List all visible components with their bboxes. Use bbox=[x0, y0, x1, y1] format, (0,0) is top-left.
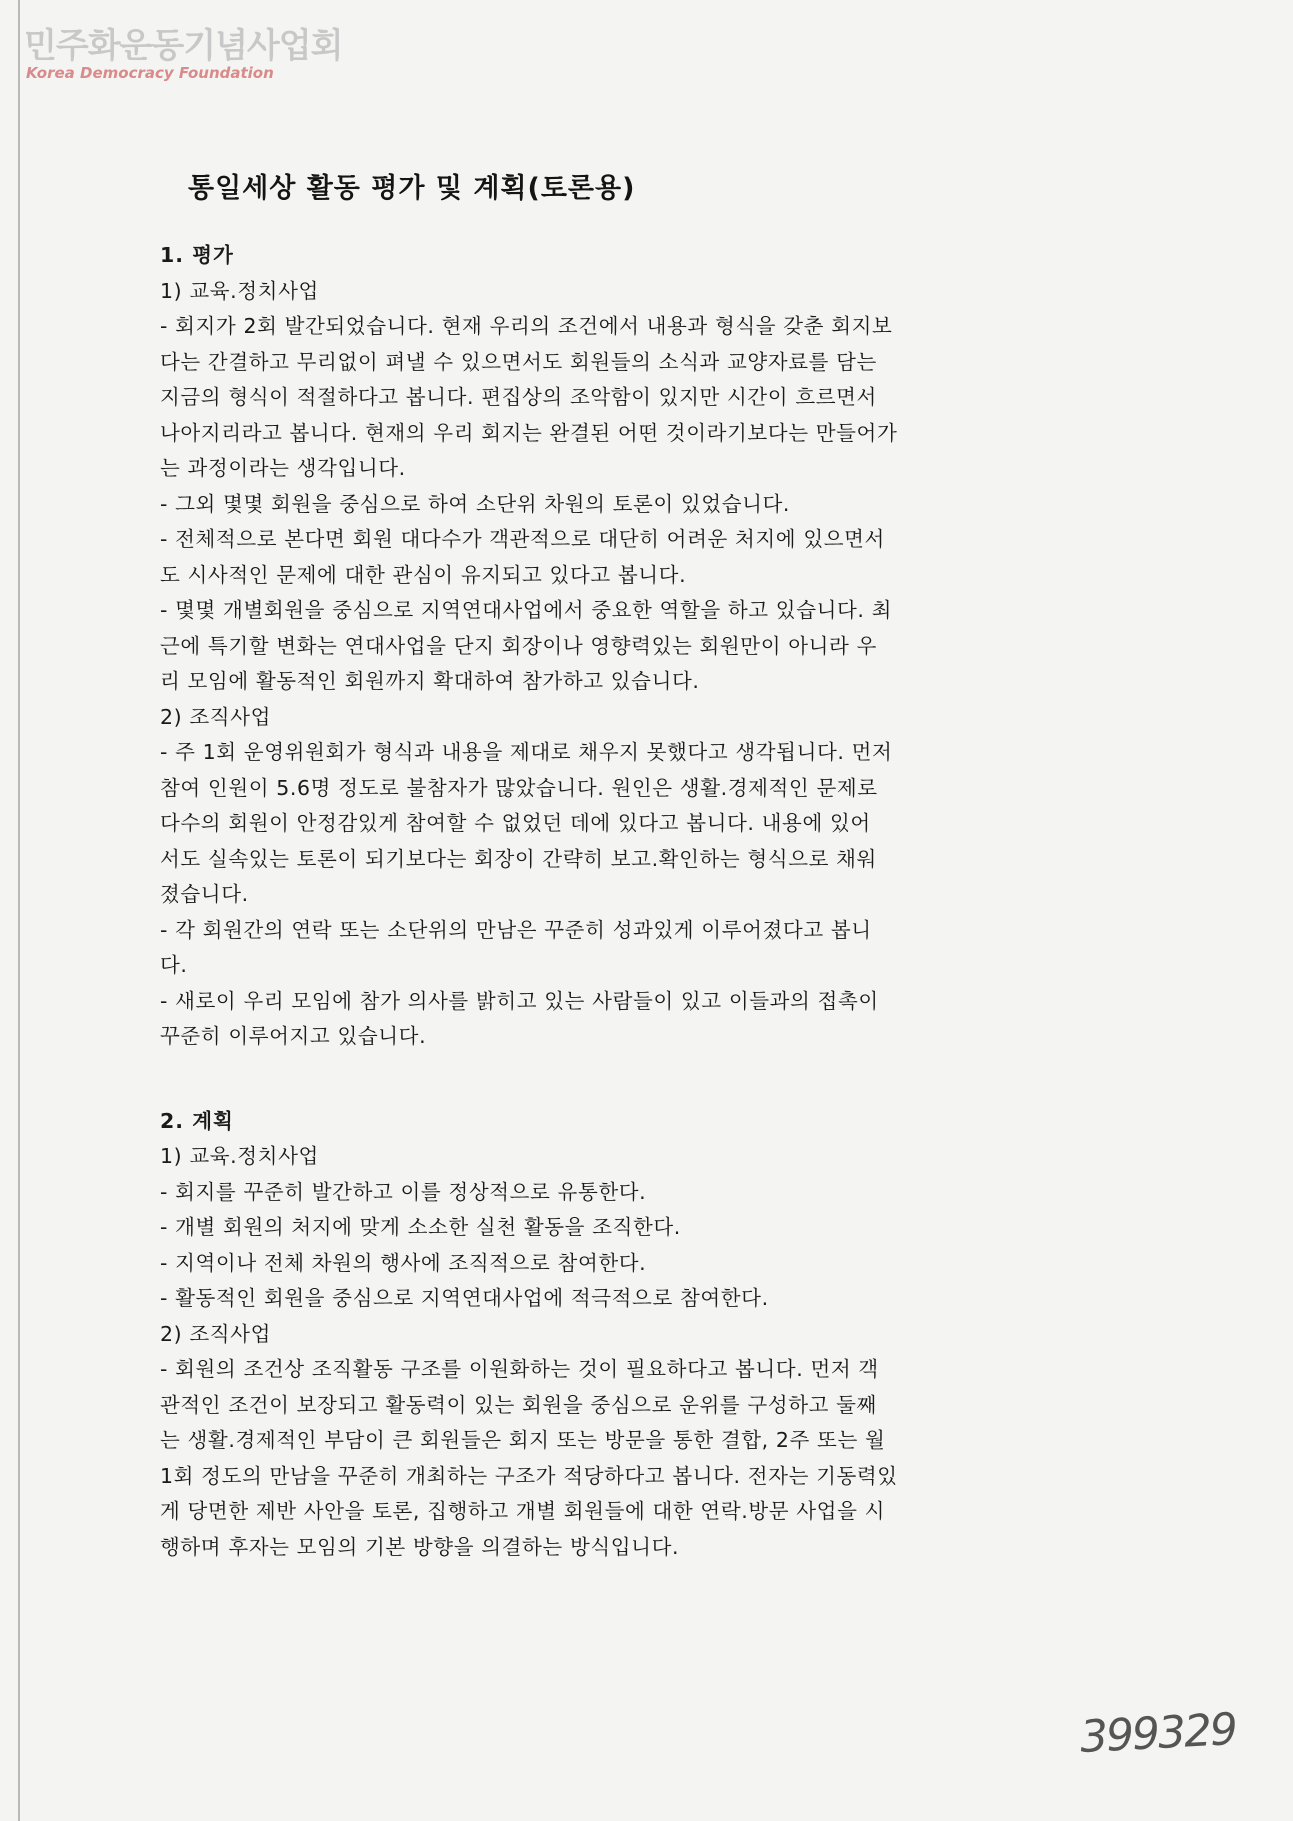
text-line: 꾸준히 이루어지고 있습니다. bbox=[160, 1024, 427, 1048]
text-line: 근에 특기할 변화는 연대사업을 단지 회장이나 영향력있는 회원만이 아니라 우 bbox=[160, 633, 877, 658]
text-line: 지금의 형식이 적절하다고 봅니다. 편집상의 조악함이 있지만 시간이 흐르면서 bbox=[160, 385, 877, 409]
plan-organization-text bbox=[160, 1352, 1090, 1565]
text-line: 졌습니다. bbox=[160, 882, 249, 906]
text-line: - 몇몇 개별회원을 중심으로 지역연대사업에서 중요한 역할을 하고 있습니다. 최 bbox=[160, 598, 893, 622]
text-line: - 전체적으로 본다면 회원 대다수가 객관적으로 대단히 어려운 처지에 있으면서 bbox=[160, 527, 885, 551]
text-line: - 회지를 꾸준히 발간하고 이를 정상적으로 유통한다. bbox=[160, 1179, 647, 1204]
text-line: 다는 간결하고 무리없이 펴낼 수 있으면서도 회원들의 소식과 교양자료를 담는 bbox=[160, 349, 877, 374]
document-title: 통일세상 활동 평가 및 계획(토론용) bbox=[188, 173, 636, 204]
text-line: 참여 인원이 5.6명 정도로 불참자가 많았습니다. 원인은 생활.경제적인 문제로 bbox=[160, 775, 878, 800]
section-heading-evaluation: 1. 평가 bbox=[160, 243, 234, 267]
watermark-org-english: Korea Democracy Foundation bbox=[26, 64, 274, 82]
text-line: - 회원의 조건상 조직활동 구조를 이원화하는 것이 필요하다고 봅니다. 먼저 객 bbox=[160, 1357, 879, 1381]
section-heading-plan: 2. 계획 bbox=[160, 1108, 234, 1133]
evaluation-organization-text bbox=[160, 735, 1090, 1055]
section-spacer bbox=[160, 1055, 1090, 1104]
text-line: 게 당면한 제반 사안을 토론, 집행하고 개별 회원들에 대한 연락.방문 사업을 시 bbox=[160, 1499, 886, 1523]
text-line: 관적인 조건이 보장되고 활동력이 있는 회원을 중심으로 운위를 구성하고 둘째 bbox=[160, 1392, 877, 1417]
subsection-heading-education: 1) 교육.정치사업 bbox=[160, 1144, 319, 1168]
text-line: - 지역이나 전체 차원의 행사에 조직적으로 참여한다. bbox=[160, 1250, 647, 1275]
plan-education-text bbox=[160, 1175, 1090, 1317]
text-line: 는 생활.경제적인 부담이 큰 회원들은 회지 또는 방문을 통한 결합, 2주 또는 월 bbox=[160, 1428, 886, 1452]
text-line: 리 모임에 활동적인 회원까지 확대하여 참가하고 있습니다. bbox=[160, 669, 700, 693]
text-line: - 활동적인 회원을 중심으로 지역연대사업에 적극적으로 참여한다. bbox=[160, 1286, 769, 1310]
text-line: - 개별 회원의 처지에 맞게 소소한 실천 활동을 조직한다. bbox=[160, 1215, 681, 1239]
text-line: 나아지리라고 봅니다. 현재의 우리 회지는 완결된 어떤 것이라기보다는 만들어가 bbox=[160, 420, 898, 445]
subsection-heading-organization: 2) 조직사업 bbox=[160, 704, 271, 729]
subsection-heading-organization: 2) 조직사업 bbox=[160, 1321, 271, 1346]
text-line: 도 시사적인 문제에 대한 관심이 유지되고 있다고 봅니다. bbox=[160, 562, 687, 587]
text-line: - 새로이 우리 모임에 참가 의사를 밝히고 있는 사람들이 있고 이들과의 접촉이 bbox=[160, 988, 879, 1013]
page-edge bbox=[18, 0, 20, 1821]
text-line: - 주 1회 운영위원회가 형식과 내용을 제대로 채우지 못했다고 생각됩니다. 먼저 bbox=[160, 740, 893, 764]
text-line: 행하며 후자는 모임의 기본 방향을 의결하는 방식입니다. bbox=[160, 1534, 680, 1559]
text-line: 다수의 회원이 안정감있게 참여할 수 없었던 데에 있다고 봅니다. 내용에 있어 bbox=[160, 811, 871, 835]
document-body bbox=[160, 238, 1090, 1565]
text-line: 다. bbox=[160, 953, 188, 977]
text-line: 는 과정이라는 생각입니다. bbox=[160, 456, 406, 480]
watermark-org-korean: 민주화운동기념사업회 bbox=[24, 26, 343, 66]
subsection-heading-education: 1) 교육.정치사업 bbox=[160, 278, 319, 303]
text-line: 1회 정도의 만남을 꾸준히 개최하는 구조가 적당하다고 봅니다. 전자는 기동력있 bbox=[160, 1463, 898, 1488]
text-line: 서도 실속있는 토론이 되기보다는 회장이 간략히 보고.확인하는 형식으로 채워 bbox=[160, 846, 877, 871]
text-line: - 그외 몇몇 회원을 중심으로 하여 소단위 차원의 토론이 있었습니다. bbox=[160, 491, 791, 516]
evaluation-education-text bbox=[160, 309, 1090, 700]
text-line: - 회지가 2회 발간되었습니다. 현재 우리의 조건에서 내용과 형식을 갖춘 회지보 bbox=[160, 314, 893, 338]
handwritten-document-number: 399329 bbox=[1078, 1703, 1238, 1764]
text-line: - 각 회원간의 연락 또는 소단위의 만남은 꾸준히 성과있게 이루어졌다고 봅니 bbox=[160, 917, 872, 942]
